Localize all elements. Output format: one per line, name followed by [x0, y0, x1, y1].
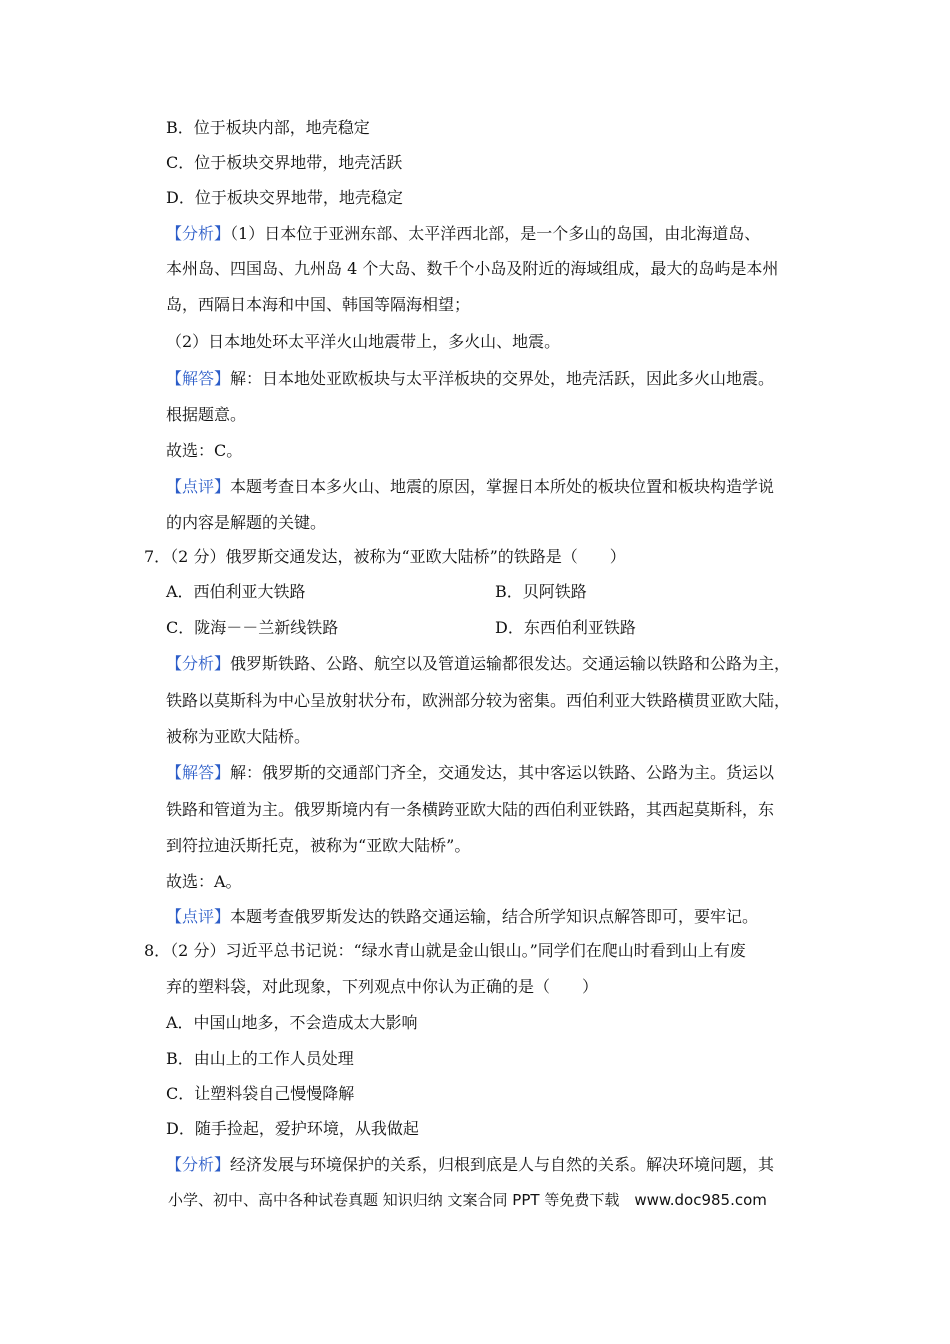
q7-analysis-line — [166, 654, 790, 674]
analysis-tag: 【分析】 — [166, 224, 231, 243]
comment-text: 本题考查日本多火山、地震的原因，掌握日本所处的板块位置和板块构造学说 — [230, 477, 775, 496]
q6-analysis-line — [166, 224, 760, 244]
q6-analysis-line: （2）日本地处环太平洋火山地震带上，多火山、地震。 — [166, 332, 561, 351]
answer-text: 解：日本地处亚欧板块与太平洋板块的交界处，地壳活跃，因此多火山地震。 — [230, 369, 775, 388]
q6-analysis-line: 岛，西隔日本海和中国、韩国等隔海相望； — [166, 295, 471, 314]
analysis-tag: 【分析】 — [166, 1155, 231, 1174]
analysis-text: （1）日本位于亚洲东部、太平洋西北部，是一个多山的岛国，由北海道岛、 — [230, 224, 761, 243]
q7-option-a: A．西伯利亚大铁路 — [166, 582, 306, 601]
q6-option-d: D．位于板块交界地带，地壳稳定 — [166, 188, 403, 207]
q6-comment-line: 的内容是解题的关键。 — [166, 513, 327, 532]
q7-stem: 7．（2 分）俄罗斯交通发达，被称为“亚欧大陆桥”的铁路是（ ） — [144, 547, 626, 566]
page-footer: 小学、初中、高中各种试卷真题 知识归纳 文案合同 PPT 等免费下载 www.doc985.com — [168, 1191, 767, 1209]
q7-option-b: B．贝阿铁路 — [495, 582, 587, 601]
q7-option-d: D．东西伯利亚铁路 — [495, 618, 636, 637]
q7-analysis-line: 铁路以莫斯科为中心呈放射状分布，欧洲部分较为密集。西伯利亚大铁路横贯亚欧大陆， — [166, 691, 791, 710]
q6-analysis-line: 本州岛、四国岛、九州岛 4 个大岛、数千个小岛及附近的海域组成，最大的岛屿是本州 — [166, 259, 779, 278]
q6-option-b: B．位于板块内部，地壳稳定 — [166, 118, 370, 137]
q6-answer-line: 根据题意。 — [166, 405, 247, 424]
q7-analysis-line: 被称为亚欧大陆桥。 — [166, 727, 311, 746]
q8-option-a: A．中国山地多，不会造成太大影响 — [166, 1013, 418, 1032]
analysis-text: 俄罗斯铁路、公路、航空以及管道运输都很发达。交通运输以铁路和公路为主， — [230, 654, 791, 673]
comment-text: 本题考查俄罗斯发达的铁路交通运输，结合所学知识点解答即可，要牢记。 — [230, 907, 759, 926]
q7-answer-line: 故选：A。 — [166, 872, 242, 891]
comment-tag: 【点评】 — [166, 907, 231, 926]
q7-answer-line — [166, 763, 774, 783]
q6-option-c: C．位于板块交界地带，地壳活跃 — [166, 153, 403, 172]
answer-tag: 【解答】 — [166, 763, 231, 782]
answer-tag: 【解答】 — [166, 369, 231, 388]
q7-answer-line: 到符拉迪沃斯托克，被称为“亚欧大陆桥”。 — [166, 836, 471, 855]
q8-option-c: C．让塑料袋自己慢慢降解 — [166, 1084, 355, 1103]
analysis-tag: 【分析】 — [166, 654, 231, 673]
q7-option-c: C．陇海－－兰新线铁路 — [166, 618, 339, 637]
q6-answer-line: 故选：C。 — [166, 441, 243, 460]
q7-comment-line — [166, 907, 758, 927]
q6-comment-line — [166, 477, 774, 497]
comment-tag: 【点评】 — [166, 477, 231, 496]
q8-stem-line: 弃的塑料袋，对此现象，下列观点中你认为正确的是（ ） — [166, 977, 599, 996]
q7-answer-line: 铁路和管道为主。俄罗斯境内有一条横跨亚欧大陆的西伯利亚铁路，其西起莫斯科，东 — [166, 800, 775, 819]
q8-stem-line: 8．（2 分）习近平总书记说：“绿水青山就是金山银山。”同学们在爬山时看到山上有废 — [144, 941, 746, 960]
q8-option-b: B．由山上的工作人员处理 — [166, 1049, 354, 1068]
answer-text: 解：俄罗斯的交通部门齐全，交通发达，其中客运以铁路、公路为主。货运以 — [230, 763, 775, 782]
q8-analysis-line — [166, 1155, 774, 1175]
q6-answer-line — [166, 369, 774, 389]
q8-option-d: D．随手捡起，爱护环境，从我做起 — [166, 1119, 419, 1138]
analysis-text: 经济发展与环境保护的关系，归根到底是人与自然的关系。解决环境问题，其 — [230, 1155, 775, 1174]
